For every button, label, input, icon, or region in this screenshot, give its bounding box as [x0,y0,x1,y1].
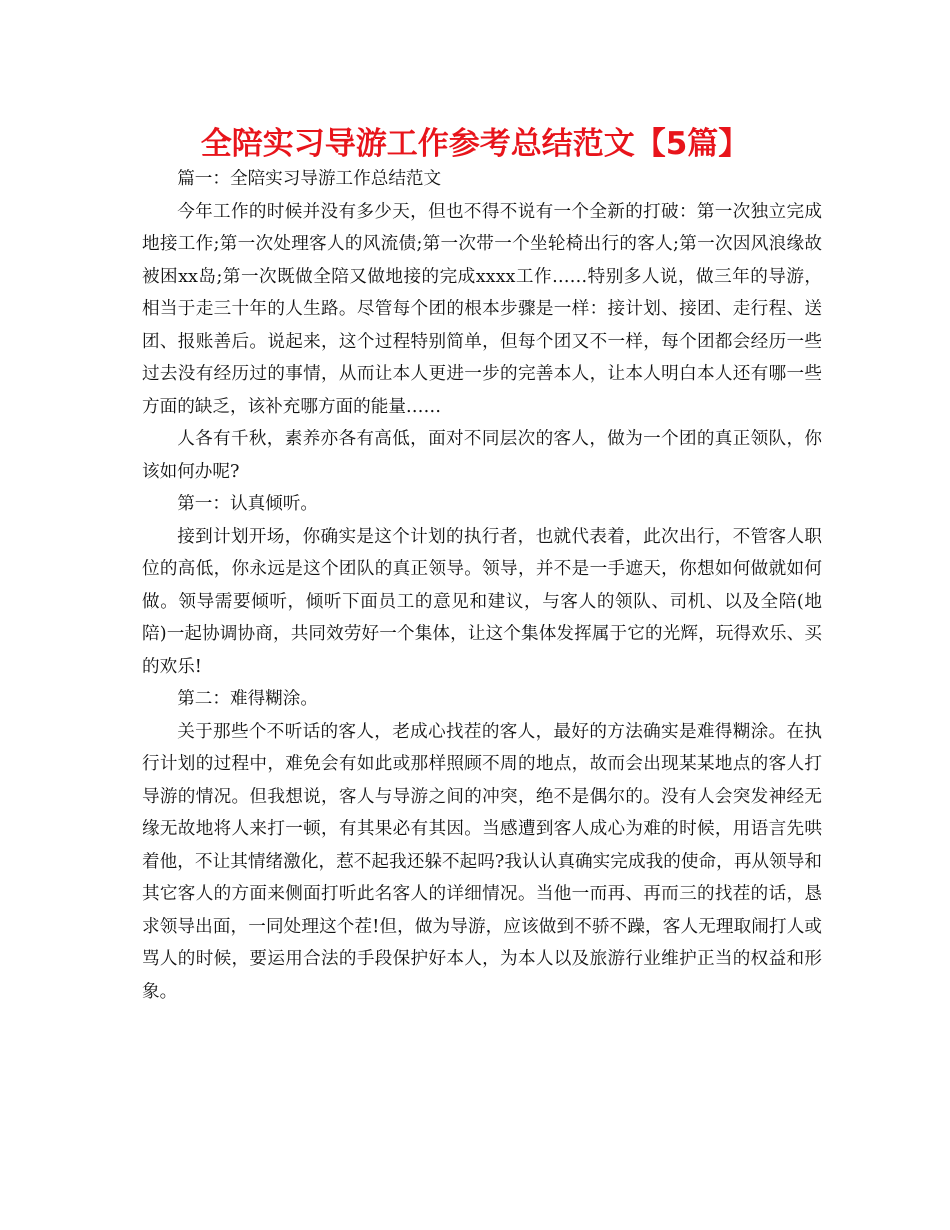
point-2-heading: 第二：难得糊涂。 [177,689,318,709]
point-2-text: 关于那些个不听话的客人，老成心找茬的客人，最好的方法确实是难得糊涂。在执行计划的过程中，难免会有如此或那样照顾不周的地点，故而会出现某某地点的客人打导游的情况。但我想说，客人与导游之间的冲突，绝不是偶尔的。没有人会突发神经无缘无故地将人来打一顿，有其果必有其因。当感遭到客人成心为难的时候，用语言先哄着他，不让其情绪激化，惹不起我还躲不起吗?我认认真确实完成我的使命，再从领导和其它客人的方面来侧面打听此名客人的详细情况。当他一而再、再而三的找茬的话，恳求领导出面，一同处理这个茬!但，做为导游，应该做到不骄不躁，客人无理取闹打人或骂人的时候，要运用合法的手段保护好本人，为本人以及旅游行业维护正当的权益和形象。 [142,721,822,1002]
point-1-heading: 第一：认真倾听。 [177,494,318,514]
paragraph-question: 人各有千秋，素养亦各有高低，面对不同层次的客人，做为一个团的真正领队，你该如何办呢? [142,429,822,482]
document-body [142,163,822,1008]
section-heading: 篇一：全陪实习导游工作总结范文 [177,169,442,189]
document-title: 全陪实习导游工作参考总结范文【5篇】 [200,126,750,162]
paragraph-intro: 今年工作的时候并没有多少天，但也不得不说有一个全新的打破：第一次独立完成地接工作;第一次处理客人的风流债;第一次带一个坐轮椅出行的客人;第一次因风浪缘故被困xx岛;第一次既做全陪又做地接的完成xxxx工作……特别多人说，做三年的导游，相当于走三十年的人生路。尽管每个团的根本步骤是一样：接计划、接团、走行程、送团、报账善后。说起来，这个过程特别简单，但每个团又不一样，每个团都会经历一些过去没有经历过的事情，从而让本人更进一步的完善本人，让本人明白本人还有哪一些方面的缺乏，该补充哪方面的能量…… [142,201,822,417]
point-1-text: 接到计划开场，你确实是这个计划的执行者，也就代表着，此次出行，不管客人职位的高低，你永远是这个团队的真正领导。领导，并不是一手遮天，你想如何做就如何做。领导需要倾听，倾听下面员工的意见和建议，与客人的领队、司机、以及全陪(地陪)一起协调协商，共同效劳好一个集体，让这个集体发挥属于它的光辉，玩得欢乐、买的欢乐! [142,526,822,677]
